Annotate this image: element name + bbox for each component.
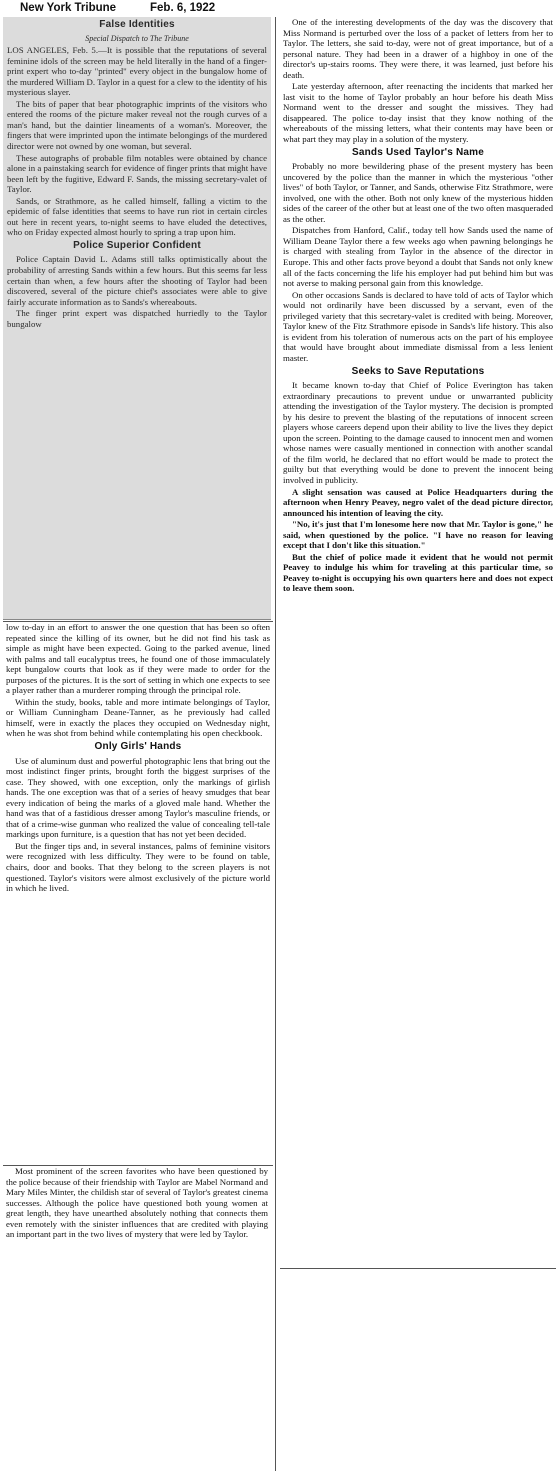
article-paragraph: One of the interesting developments of the day was the discovery that Miss Normand is perturbed over the loss of a packet of letters from her to Taylor. The letters, she said to-day, were not of great importance, but of a personal nature. They had been in a drawer of a highboy in one of the director's up-stairs rooms. They were there, it was learned, just before his death. xyxy=(283,17,553,80)
dateline: Special Dispatch to The Tribune xyxy=(85,33,189,43)
newspaper-name: New York Tribune xyxy=(20,2,117,14)
clipping-screen-favorites xyxy=(3,1166,271,1471)
article-paragraph: Within the study, books, table and more intimate belongings of Taylor, or William Cunningham Deane-Tanner, as he previously had called himself, were in exactly the places they occupied on Wednesday night, when he was shot from behind while contemplating his open checkbook. xyxy=(6,696,270,739)
article-paragraph: It became known to-day that Chief of Police Everington has taken extraordinary precautions to prevent undue or unwarranted publicity attending the investigation of the Taylor mystery. The decision is prompted by his desire to prevent the blasting of the reputations of innocent screen players whose careers depend upon their ability to live the lives they depict upon the screen. Pointing to the damage caused to innocent men and women whose names were casually mentioned in connection with another scandal of the film world, he declared that no effort would be made to protect the guilty but that everything would be done to prevent the innocent being involved in publicity. xyxy=(283,380,553,485)
headline-police-superior: Police Superior Confident xyxy=(73,239,201,251)
article-paragraph: Late yesterday afternoon, after reenacting the incidents that marked her last visit to the home of Taylor probably an hour before his death Miss Normand went to the dresser and sought the missives. They had disappeared. The police to-day insist that they know nothing of the whereabouts of the missing letters, what their contents may have been or what part they may play in a solution of the mystery. xyxy=(283,81,553,145)
article-paragraph: Probably no more bewildering phase of the present mystery has been uncovered by the police than the manner in which the mysterious "other lives" of both Taylor, or Tanner, and Sands, otherwise Fitz Strathmore, were involved, one with the other. Both not only knew of the mysterious hidden sides of the career of the other but at least one of the two often masqueraded as the other. xyxy=(283,161,553,224)
article-paragraph: low to-day in an effort to answer the one question that has been so often repeated since the killing of its owner, but he did not find his task as simple as might have been expected. Going to the parked avenue, lined with palms and tall eucalyptus trees, he found one of those immaculately kept bungalow courts that look as if they were made to order for the purposes of the pictures. It is the sort of setting in which one expects to see a player rather than a murderer romping through the principal role. xyxy=(6,622,270,696)
article-paragraph: LOS ANGELES, Feb. 5.—It is possible that the reputations of several feminine idols of the screen may be held literally in the hand of a finger-print expert who to-day "printed" every object in the bungalow home of the murdered William D. Taylor in a quest for a clew to the identity of his mysterious slayer. xyxy=(7,45,267,98)
column-divider xyxy=(275,17,276,1471)
publication-date: Feb. 6, 1922 xyxy=(150,2,216,14)
clipping-divider xyxy=(3,1165,273,1166)
article-paragraph: "No, it's just that I'm lonesome here now that Mr. Taylor is gone," he said, when questioned by the police. "I have no reason for leaving except that I don't like this situation." xyxy=(283,519,553,551)
article-paragraph: Police Captain David L. Adams still talks optimistically about the probability of arresting Sands within a few hours. But this seems far less certain than when, a few hours after the shooting of Taylor had been discovered, several of the picture chief's associates were able to give fairly accurate information as to Sands's whereabouts. xyxy=(7,254,267,307)
article-paragraph: Dispatches from Hanford, Calif., today tell how Sands used the name of William Deane Taylor there a few weeks ago when pawning belongings he is charged with stealing from Taylor in the absence of the director in Europe. This and other facts prove beyond a doubt that Sands not only knew all of the facts concerning the life his employer had put behind him but was not averse to making personal gain from this knowledge. xyxy=(283,225,553,289)
article-paragraph: On other occasions Sands is declared to have told of acts of Taylor which would not ordinarily have been discussed by a servant, even of the privileged variety that this secretary-valet is credited with being. Moreover, Taylor knew of the Fitz Strathmore episode in Sands's life history. This also is evident from his toleration of numerous acts on the part of his employee that would have brought about immediate dismissal from a less lenient master. xyxy=(283,289,553,363)
article-paragraph: But the finger tips and, in several instances, palms of feminine visitors were recognized with less difficulty. They were to be found on table, chairs, door and books. That they belong to the screen players is not questioned. Taylor's visitors were almost exclusively of the picture world in which he lived. xyxy=(6,840,270,894)
headline-sands-used-name: Sands Used Taylor's Name xyxy=(351,146,485,158)
clipping-false-identities xyxy=(3,17,271,620)
article-paragraph: Sands, or Strathmore, as he called himself, falling a victim to the epidemic of false identities that seems to have run riot in certain circles out here in recent years, to-night seems to have eluded the detectives, who on Friday expected almost hourly to spring a trap upon him. xyxy=(7,195,267,238)
article-paragraph: Most prominent of the screen favorites who have been questioned by the police because of their friendship with Taylor are Mabel Normand and Mary Miles Minter, the childish star of several of Taylor's greatest cinema successes. Although the police have questioned both young women at great length, they have unearthed absolutely nothing that connects them even remotely with the sinister influences that are credited with playing an important part in the two lives of mystery that were led by Taylor. xyxy=(6,1166,268,1240)
masthead xyxy=(0,0,558,16)
article-paragraph: The bits of paper that bear photographic imprints of the visitors who entered the rooms of the picture maker reveal not the rough curves of a man's hand, but the daintier lineaments of a woman's. Moreover, the fingers that were imprinted upon the intimate belongings of the murdered director were not owned by one woman, but several. xyxy=(7,98,267,152)
article-paragraph: Use of aluminum dust and powerful photographic lens that bring out the most indistinct finger prints, brought forth the biggest surprises of the case. They showed, with one exception, only the markings of girlish hands. The one exception was that of a series of heavy smudges that bear every indication of being the marks of a gloved male hand. Whether the hand was that of a fastidious dresser among Taylor's masculine friends, or that of a crime-wise gunman who realized the value of concealing tell-tale markings upon furniture, is a question that has not yet been decided. xyxy=(6,755,270,840)
clipping-right-column xyxy=(280,17,556,1267)
article-paragraph: The finger print expert was dispatched hurriedly to the Taylor bungalow xyxy=(7,308,267,329)
article-paragraph: These autographs of probable film notables were obtained by chance alone in a painstaking search for evidence of finger prints that might have been left by the fugitive, Edward F. Sands, the missing secretary-valet of Taylor. xyxy=(7,152,267,195)
headline-seeks-to-save: Seeks to Save Reputations xyxy=(351,365,485,377)
headline-false-identities: False Identities xyxy=(99,19,175,30)
clipping-continuation xyxy=(3,622,273,1166)
clipping-divider xyxy=(3,621,273,622)
article-paragraph: But the chief of police made it evident that he would not permit Peavey to indulge his whim for traveling at this particular time, so Peavey to-night is occupying his own quarters here and does not expect to leave them soon. xyxy=(283,551,553,594)
clipping-divider xyxy=(280,1268,556,1269)
article-paragraph: A slight sensation was caused at Police Headquarters during the afternoon when Henry Peavey, negro valet of the dead picture director, announced his intention of leaving the city. xyxy=(283,486,553,518)
headline-only-girls-hands: Only Girls' Hands xyxy=(94,741,182,753)
